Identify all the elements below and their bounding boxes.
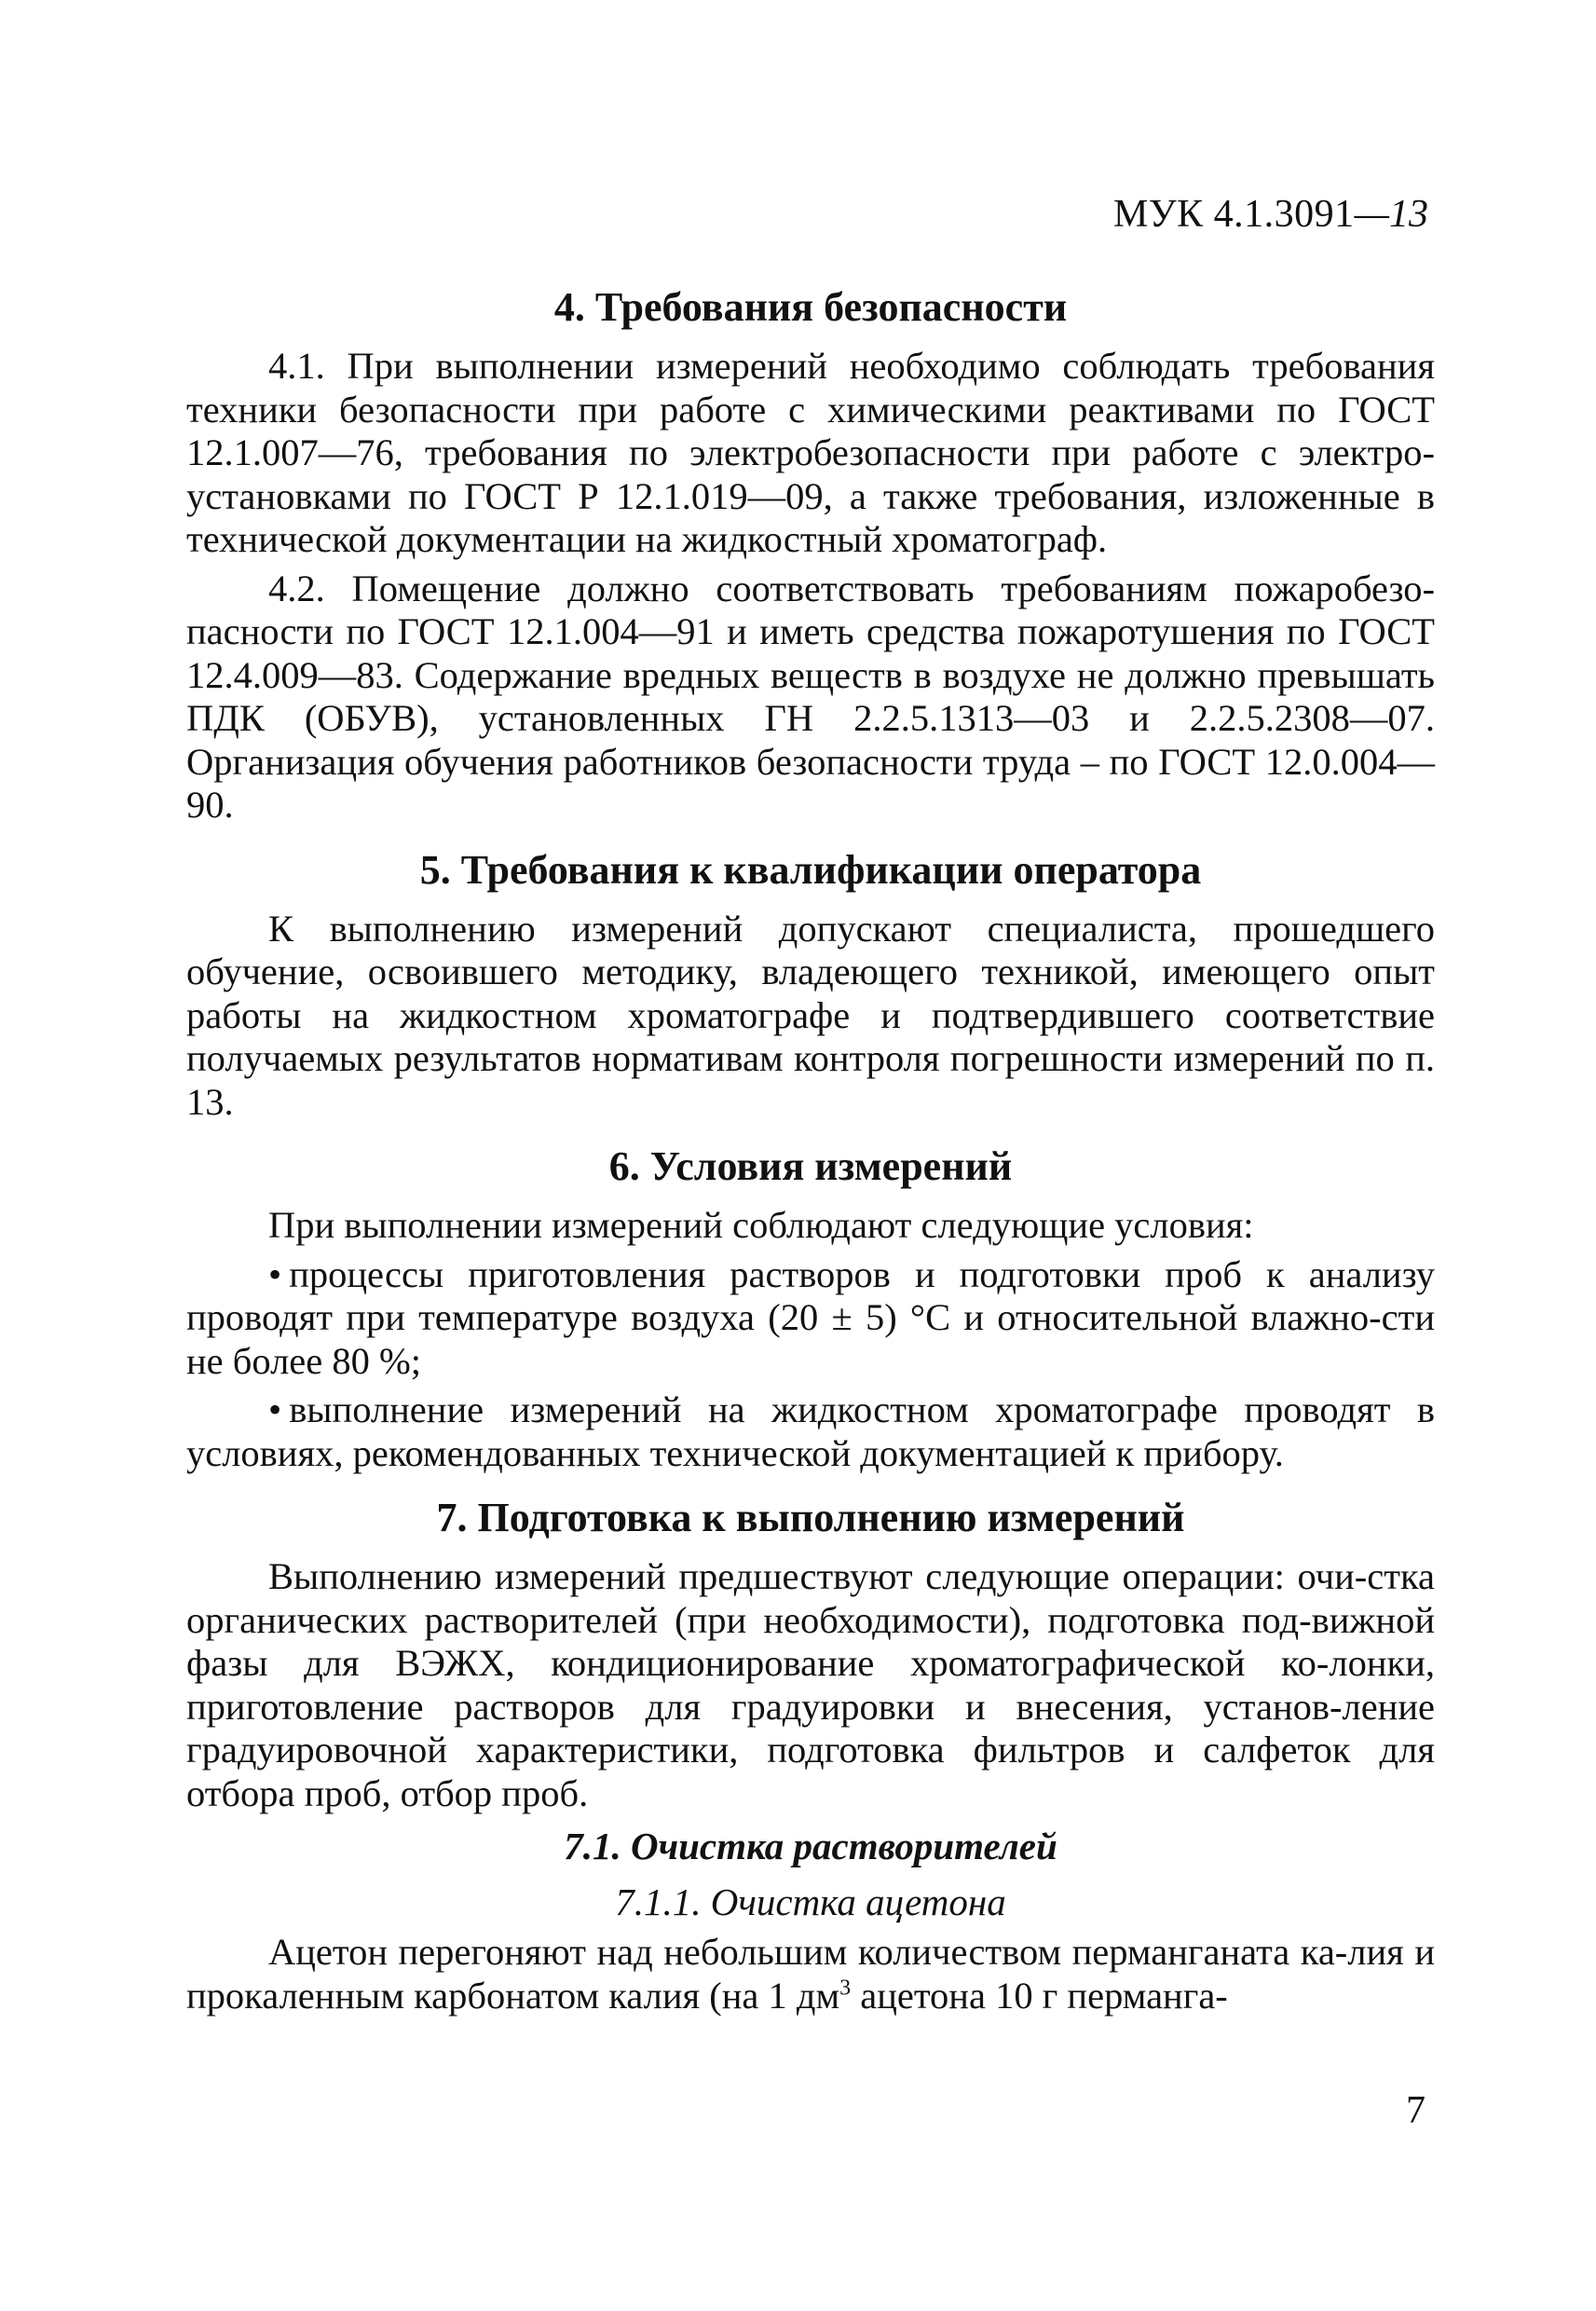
acetone-text-part-1: Ацетон перегоняют над небольшим количеством перманганата ка-лия и прокаленным карбонатом калия (на 1 дм	[186, 1931, 1435, 2017]
running-head	[1071, 191, 1428, 238]
spacer	[186, 827, 1435, 844]
page-number: 7	[1406, 2089, 1425, 2132]
section-4-paragraph-1: 4.1. При выполнении измерений необходимо соблюдать требования техники безопасности при работе с химическими реактивами по ГОСТ 12.1.007—76, требования по электробезопасности при работе с электро-установками по ГОСТ Р 12.1.019—09, а также требования, изложенные в технической документации на жидкостный хроматограф.	[186, 345, 1435, 560]
section-4-paragraph-2: 4.2. Помещение должно соответствовать требованиям пожаробезо-пасности по ГОСТ 12.1.004—91 и иметь средства пожаротушения по ГОСТ 12.4.009—83. Содержание вредных веществ в воздухе не должно превышать ПДК (ОБУВ), установленных ГН 2.2.5.1313—03 и 2.2.5.2308—07. Организация обучения работников безопасности труда – по ГОСТ 12.0.004—90.	[186, 567, 1435, 826]
spacer	[186, 1124, 1435, 1141]
section-7-title: 7. Подготовка к выполнению измерений	[436, 1495, 1185, 1540]
section-5-paragraph-1: К выполнению измерений допускают специалиста, прошедшего обучение, освоившего методику, владеющего техникой, имеющего опыт работы на жидкостном хроматографе и подтвердившего соответствие получаемых результатов нормативам контроля погрешности измерений по п. 13.	[186, 907, 1435, 1123]
subsection-7-1-title: 7.1. Очистка растворителей	[564, 1825, 1057, 1867]
subsection-7-1-1-title: 7.1.1. Очистка ацетона	[615, 1880, 1006, 1923]
document-code-year: —13	[1354, 193, 1428, 236]
section-6-intro: При выполнении измерений соблюдают следующие условия:	[268, 1204, 1254, 1246]
section-6-bullet-2-text: выполнение измерений на жидкостном хроматографе проводят в условиях, рекомендованных технической документацией к прибору.	[186, 1388, 1435, 1474]
bullet-icon: •	[268, 1388, 282, 1430]
acetone-text-part-2: ацетона 10 г перманга-	[851, 1974, 1228, 2017]
section-6-bullet-2	[186, 1388, 1435, 1475]
section-4-title: 4. Требования безопасности	[553, 284, 1068, 330]
acetone-superscript: 3	[839, 1976, 852, 2000]
section-6-bullet-1	[186, 1253, 1435, 1384]
section-5-title: 5. Требования к квалификации оператора	[419, 846, 1202, 893]
section-6-bullet-1-text: процессы приготовления растворов и подготовки проб к анализу проводят при температуре воздуха (20 ± 5) °С и относительной влажно-сти не более 80 %;	[186, 1252, 1435, 1382]
bullet-icon: •	[268, 1252, 282, 1295]
section-6-title: 6. Условия измерений	[608, 1143, 1013, 1189]
acetone-paragraph	[186, 1931, 1435, 2017]
spacer	[186, 1475, 1435, 1492]
document-code: МУК 4.1.3091	[1113, 193, 1355, 236]
page-content	[186, 281, 1435, 2017]
section-7-paragraph-1: Выполнению измерений предшествуют следующие операции: очи-стка органических растворителей (при необходимости), подготовка под-вижной фазы для ВЭЖХ, кондиционирование хроматографической ко-лонки, приготовление растворов для градуировки и внесения, установ-ление градуировочной характеристики, подготовка фильтров и салфеток для отбора проб, отбор проб.	[186, 1555, 1435, 1814]
